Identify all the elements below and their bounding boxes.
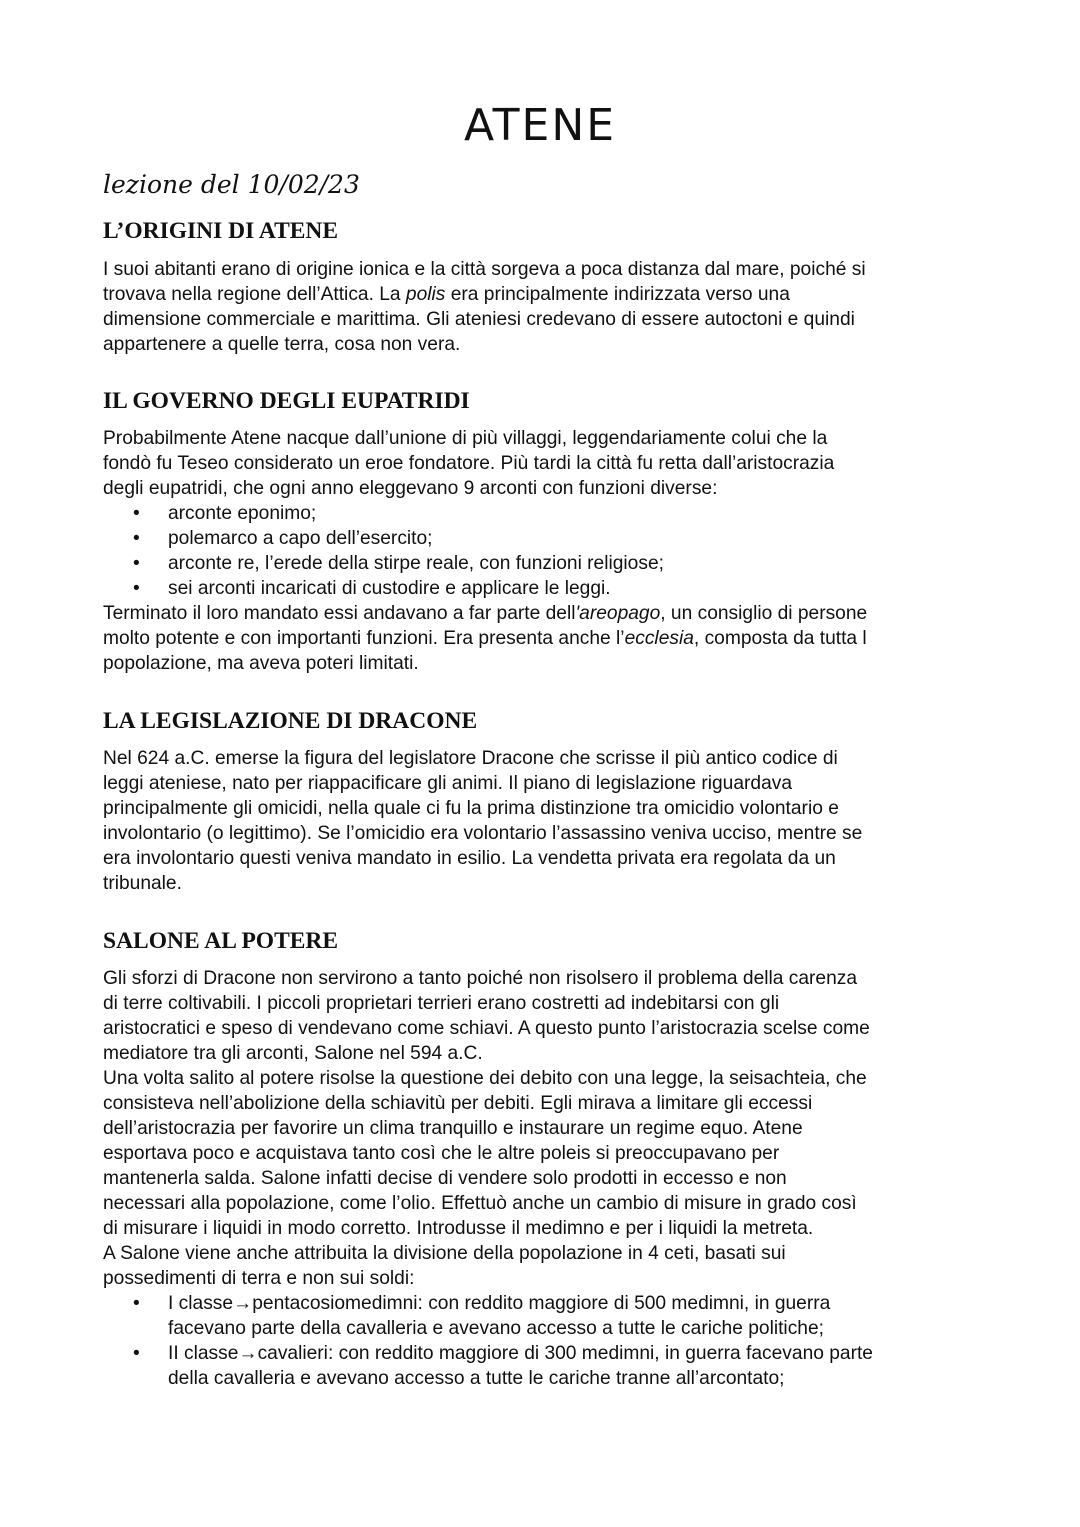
text-line: necessari alla popolazione, come l’olio. Effettuò anche un cambio di misure in grado così bbox=[103, 1193, 857, 1214]
text-line: trovava nella regione dell’Attica. La polis era principalmente indirizzata verso una bbox=[103, 284, 790, 305]
list-item: • I classe→pentacosiomedimni: con reddito maggiore di 500 medimni, in guerra facevano parte della cavalleria e avevano accesso a tutte le cariche politiche; bbox=[133, 1293, 831, 1339]
arconti-list bbox=[103, 501, 983, 601]
list-item: • arconte re, l’erede della stirpe reale, con funzioni religiose; bbox=[133, 553, 664, 574]
text-line: aristocratici e speso di vendevano come schiavi. A questo punto l’aristocrazia scelse come bbox=[103, 1018, 870, 1039]
bullet-icon: • bbox=[133, 1343, 140, 1364]
section-heading-origini: L’ORIGINI DI ATENE bbox=[103, 218, 339, 244]
italic-term: polis bbox=[405, 284, 446, 305]
text-line: leggi ateniese, nato per riappacificare gli animi. Il piano di legislazione riguardava bbox=[103, 773, 793, 794]
text-line: dell’aristocrazia per favorire un clima tranquillo e instaurare un regime equo. Atene bbox=[103, 1118, 803, 1139]
text-line: fondò fu Teseo considerato un eroe fondatore. Più tardi la città fu retta dall’aristocrazia bbox=[103, 453, 835, 474]
bullet-icon: • bbox=[133, 528, 140, 549]
text-line: molto potente e con importanti funzioni. Era presenta anche l’ecclesia, composta da tutta l bbox=[103, 628, 867, 649]
text-line: era involontario questi veniva mandato in esilio. La vendetta privata era regolata da un bbox=[103, 848, 836, 869]
list-item: • arconte eponimo; bbox=[133, 503, 317, 524]
bullet-icon: • bbox=[133, 553, 140, 574]
text-line: di misurare i liquidi in modo corretto. Introdusse il medimno e per i liquidi la metreta. bbox=[103, 1218, 814, 1239]
section-paragraph-dracone bbox=[103, 746, 983, 896]
text-line: mediatore tra gli arconti, Salone nel 594 a.C. bbox=[103, 1043, 483, 1064]
text-line: degli eupatridi, che ogni anno eleggevano 9 arconti con funzioni diverse: bbox=[103, 478, 718, 499]
section-heading-dracone: LA LEGISLAZIONE DI DRACONE bbox=[103, 708, 478, 734]
bullet-icon: • bbox=[133, 503, 140, 524]
section-paragraph-areopago bbox=[103, 601, 983, 676]
text-line: popolazione, ma aveva poteri limitati. bbox=[103, 653, 419, 674]
text-line: di terre coltivabili. I piccoli proprietari terrieri erano costretti ad indebitarsi con gli bbox=[103, 993, 780, 1014]
italic-term: 'areopago bbox=[575, 603, 661, 624]
text-line: possedimenti di terra e non sui soldi: bbox=[103, 1268, 415, 1289]
text-line: involontario (o legittimo). Se l’omicidio era volontario l’assassino veniva ucciso, mentre se bbox=[103, 823, 863, 844]
section-heading-salone: SALONE AL POTERE bbox=[103, 928, 339, 954]
text-line: tribunale. bbox=[103, 873, 182, 894]
list-item: • sei arconti incaricati di custodire e applicare le leggi. bbox=[133, 578, 611, 599]
text-line: esportava poco e acquistava tanto così che le altre poleis si preoccupavano per bbox=[103, 1143, 780, 1164]
text-line: consisteva nell’abolizione della schiavitù per debiti. Egli mirava a limitare gli eccessi bbox=[103, 1093, 813, 1114]
text-line: Nel 624 a.C. emerse la figura del legislatore Dracone che scrisse il più antico codice di bbox=[103, 748, 838, 769]
list-item: • II classe→cavalieri: con reddito maggiore di 300 medimni, in guerra facevano parte della cavalleria e avevano accesso a tutte le cariche tranne all’arcontato; bbox=[133, 1343, 873, 1389]
text-line: A Salone viene anche attribuita la divisione della popolazione in 4 ceti, basati sui bbox=[103, 1243, 786, 1264]
section-paragraph-origini bbox=[103, 257, 983, 357]
text-line: Terminato il loro mandato essi andavano a far parte dell'areopago, un consiglio di persone bbox=[103, 603, 868, 624]
text-line: Probabilmente Atene nacque dall’unione di più villaggi, leggendariamente colui che la bbox=[103, 428, 828, 449]
bullet-icon: • bbox=[133, 1293, 140, 1314]
text-line: Gli sforzi di Dracone non servirono a tanto poiché non risolsero il problema della carenza bbox=[103, 968, 858, 989]
section-paragraph-salone bbox=[103, 966, 983, 1291]
section-paragraph-eupatridi bbox=[103, 426, 983, 501]
text-line: principalmente gli omicidi, nella quale ci fu la prima distinzione tra omicidio volontario e bbox=[103, 798, 839, 819]
page-title: ATENE bbox=[463, 100, 617, 151]
text-line: I suoi abitanti erano di origine ionica e la città sorgeva a poca distanza dal mare, poiché si bbox=[103, 259, 866, 280]
text-line: appartenere a quelle terra, cosa non vera. bbox=[103, 334, 461, 355]
section-heading-eupatridi: IL GOVERNO DEGLI EUPATRIDI bbox=[103, 388, 470, 414]
text-line: mantenerla salda. Salone infatti decise di vendere solo prodotti in eccesso e non bbox=[103, 1168, 787, 1189]
lesson-date-note: lezione del 10/02/23 bbox=[103, 170, 360, 199]
list-item: • polemarco a capo dell’esercito; bbox=[133, 528, 433, 549]
text-line: dimensione commerciale e marittima. Gli ateniesi credevano di essere autoctoni e quindi bbox=[103, 309, 855, 330]
italic-term: ecclesia bbox=[624, 628, 694, 649]
text-line: Una volta salito al potere risolse la questione dei debito con una legge, la seisachteia, che bbox=[103, 1068, 867, 1089]
bullet-icon: • bbox=[133, 578, 140, 599]
classi-list bbox=[103, 1291, 983, 1391]
